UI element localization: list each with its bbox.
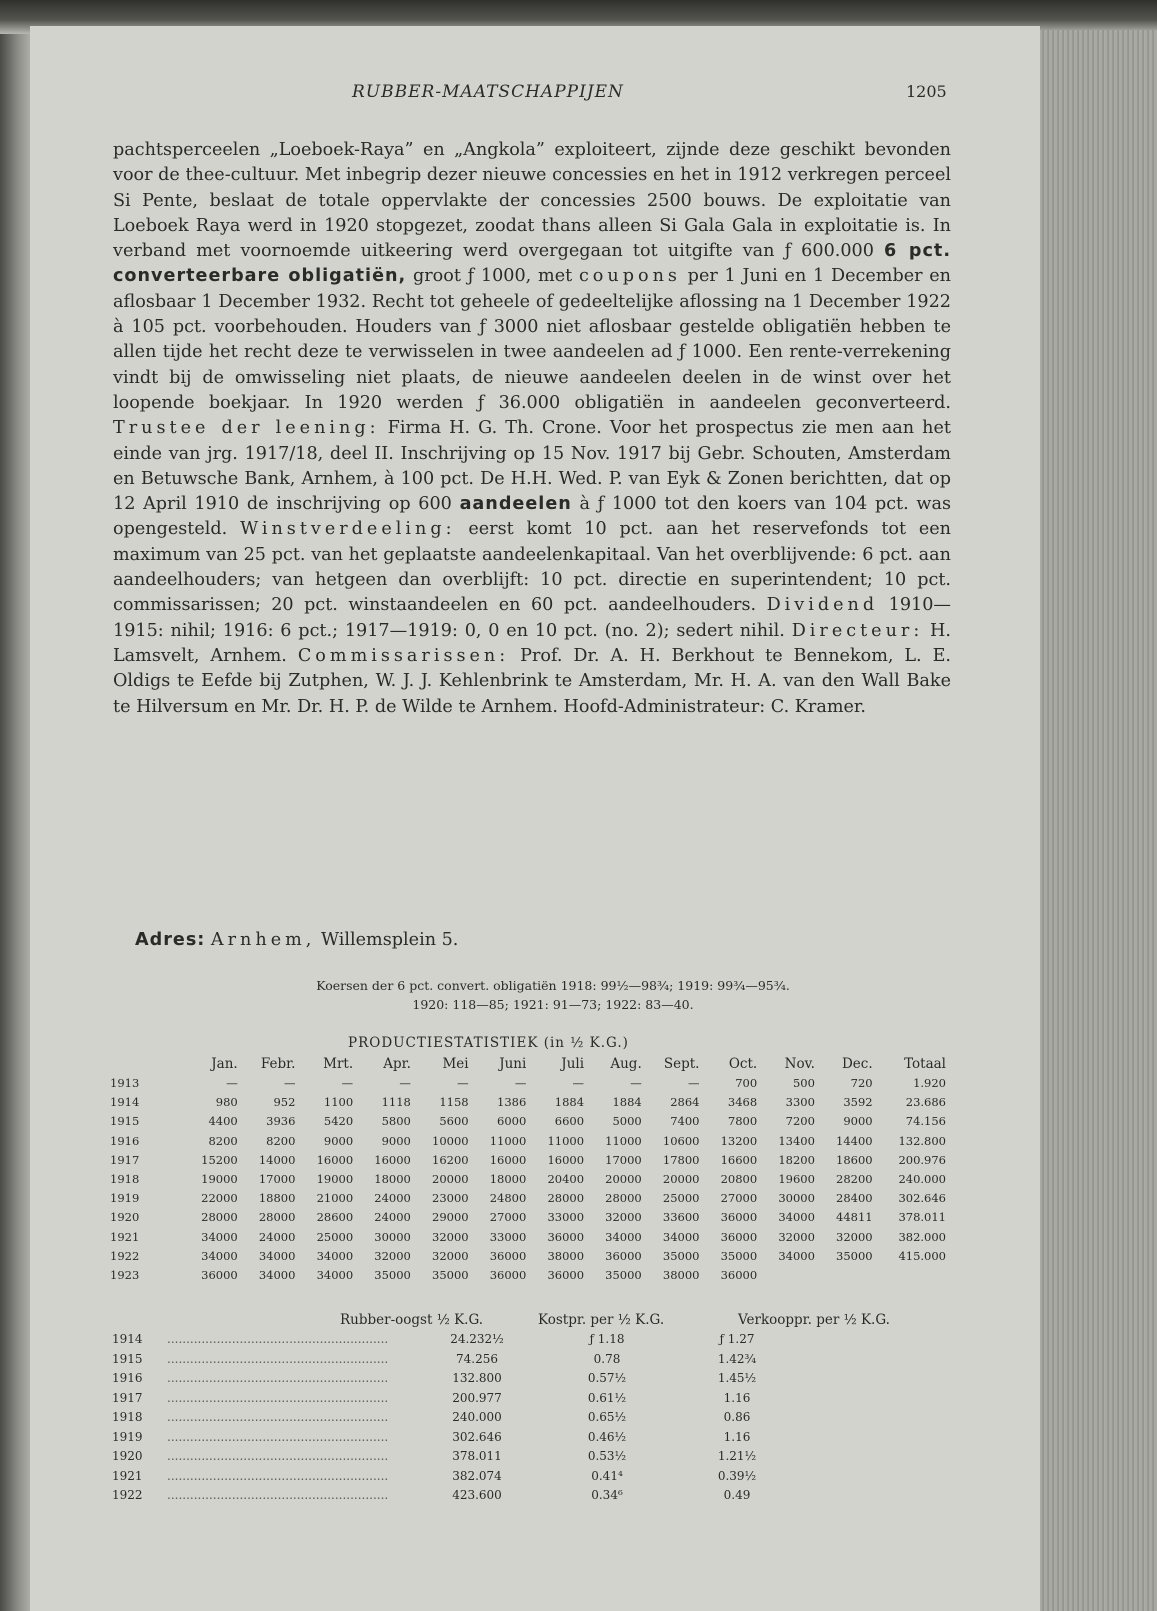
rubber-verkoopprijs-cell: 1.45½ (717, 1371, 757, 1386)
row-year: 1918 (112, 1410, 143, 1425)
production-cell: 24000 (374, 1191, 411, 1206)
production-cell: 1.920 (913, 1076, 946, 1091)
production-cell: 33600 (662, 1210, 700, 1225)
production-cell: 240.000 (898, 1172, 946, 1187)
dot-leader: .......................................................... (167, 1371, 389, 1386)
production-cell: 38000 (662, 1267, 700, 1282)
production-cell: 11000 (547, 1133, 585, 1148)
column-header: Sept. (663, 1056, 700, 1072)
production-cell: — (687, 1076, 700, 1091)
production-cell: 3592 (843, 1095, 873, 1110)
spacer-cell (802, 1428, 952, 1448)
page-number: 1205 (906, 82, 947, 101)
body-text-segment: Prof. Dr. A. H. Berkhout te Bennekom, L. E. Oldigs te Eefde bij Zutphen, W. J. J. Kehlenbrink te Amsterdam, Mr. H. A. van den Wall Bake te Hilversum en Mr. Dr. H. P. de Wilde te Arnhem. Hoofd-Administrateur: C. Kramer. (113, 645, 952, 717)
body-text-segment: H. Lamsvelt, Arnhem. (113, 620, 951, 666)
production-cell: 2864 (670, 1095, 700, 1110)
row-year: 1917 (110, 1152, 140, 1167)
production-cell: 378.011 (898, 1210, 946, 1225)
spaced-term-directeur: Directeur: (791, 620, 924, 641)
production-cell: 18600 (836, 1152, 873, 1167)
rubber-kostprijs-cell: ƒ 1.18 (589, 1332, 625, 1347)
production-cell: 28000 (201, 1210, 238, 1225)
production-cell: 11000 (489, 1133, 527, 1148)
row-year: 1919 (110, 1191, 140, 1206)
rubber-verkoopprijs-cell: 0.86 (723, 1410, 751, 1425)
rubber-table (112, 1330, 952, 1506)
body-paragraph (113, 138, 951, 720)
production-cell: 74.156 (905, 1114, 946, 1129)
production-cell: 500 (792, 1076, 815, 1091)
production-table-title: PRODUCTIESTATISTIEK (in ½ K.G.) (348, 1035, 629, 1051)
dot-leader: .......................................................... (167, 1410, 389, 1425)
spacer-cell (802, 1486, 952, 1506)
production-cell: 952 (273, 1095, 296, 1110)
column-header: Febr. (260, 1056, 296, 1072)
production-row (108, 1247, 948, 1266)
rubber-row (112, 1428, 952, 1448)
rubber-oogst-cell: 200.977 (452, 1390, 502, 1405)
rubber-oogst-cell: 302.646 (452, 1429, 502, 1444)
production-cell: 13400 (778, 1133, 815, 1148)
rubber-row (112, 1389, 952, 1409)
production-cell: 35000 (605, 1267, 642, 1282)
production-cell: — (226, 1076, 238, 1091)
production-cell: 34000 (778, 1248, 815, 1263)
production-cell: 9000 (381, 1133, 411, 1148)
production-cell: 35000 (720, 1248, 758, 1263)
production-cell: 9000 (843, 1114, 873, 1129)
production-cell: 23000 (432, 1191, 469, 1206)
production-cell: 36000 (720, 1267, 758, 1282)
year-column-header (108, 1056, 182, 1074)
bold-term-obligaties: 6 pct. converteerbare obligatiën, (113, 241, 952, 287)
rubber-kostprijs-cell: 0.41⁴ (591, 1468, 623, 1483)
rubber-row (112, 1447, 952, 1467)
production-table-body (108, 1074, 948, 1285)
production-cell: 18000 (374, 1172, 411, 1187)
production-cell: 10600 (662, 1133, 700, 1148)
production-cell: 18200 (778, 1152, 815, 1167)
row-year: 1922 (110, 1248, 140, 1263)
production-row (108, 1093, 948, 1112)
production-row (108, 1266, 948, 1285)
production-cell: 200.976 (898, 1152, 946, 1167)
production-cell: 35000 (374, 1267, 411, 1282)
rubber-oogst-cell: 240.000 (452, 1410, 502, 1425)
row-year: 1919 (112, 1429, 143, 1444)
bold-term-aandeelen: aandeelen (459, 494, 572, 515)
production-cell: — (457, 1076, 469, 1091)
production-cell: 16000 (489, 1152, 527, 1167)
production-cell: 1100 (323, 1095, 354, 1110)
spacer-cell (802, 1369, 952, 1389)
rubber-header-kostprijs: Kostpr. per ½ K.G. (538, 1312, 665, 1328)
row-year: 1918 (110, 1172, 140, 1187)
body-text-segment: per 1 Juni en 1 December en aflosbaar 1 December 1932. Recht tot geheele of gedeeltelijke aflossing na 1 December 1922 à 105 pct. voorbehouden. Houders van ƒ 3000 niet aflosbaar gestelde obligatiën hebben te allen tijde het recht deze te verwisselen in twee aandeelen ad ƒ 1000. Een rente-verrekening vindt bij de omwisseling niet plaats, de nieuwe aandeelen deelen in de winst over het loopende boekjaar. In 1920 werden ƒ 36.000 obligatiën in aandeelen geconverteerd. (113, 266, 952, 413)
production-row (108, 1170, 948, 1189)
production-cell: 8200 (208, 1133, 238, 1148)
production-cell: 302.646 (898, 1191, 946, 1206)
production-cell: 33000 (547, 1210, 585, 1225)
production-cell: 7200 (785, 1114, 815, 1129)
dot-leader: .......................................................... (167, 1449, 389, 1464)
production-cell: 34000 (258, 1267, 296, 1282)
production-cell: 4400 (208, 1114, 238, 1129)
row-year: 1916 (110, 1133, 140, 1148)
spacer-cell (802, 1408, 952, 1428)
production-cell: 28400 (836, 1191, 873, 1206)
production-cell: 28000 (605, 1191, 642, 1206)
production-cell: 28200 (836, 1172, 873, 1187)
production-cell: 1884 (554, 1095, 585, 1110)
production-cell: 6600 (554, 1114, 585, 1129)
production-cell: 32000 (432, 1229, 469, 1244)
row-year: 1920 (110, 1210, 140, 1225)
production-cell: 36000 (547, 1229, 585, 1244)
address-city: Arnhem, (210, 930, 316, 950)
production-cell: 32000 (605, 1210, 642, 1225)
koersen-line: 1920: 118—85; 1921: 91—73; 1922: 83—40. (412, 997, 694, 1012)
address-street: Willemsplein 5. (315, 930, 459, 950)
production-header-row (108, 1056, 948, 1074)
rubber-row (112, 1369, 952, 1389)
production-cell: 17000 (258, 1172, 296, 1187)
spacer-cell (802, 1330, 952, 1350)
production-cell: 34000 (258, 1248, 296, 1263)
production-cell: 23.686 (905, 1095, 946, 1110)
production-cell: 18800 (258, 1191, 296, 1206)
production-table (108, 1056, 948, 1285)
rubber-row (112, 1467, 952, 1487)
production-cell: 11000 (605, 1133, 642, 1148)
production-cell: 20000 (432, 1172, 469, 1187)
production-cell (759, 1266, 817, 1285)
production-cell: 16600 (720, 1152, 758, 1167)
production-cell: 14400 (836, 1133, 873, 1148)
production-cell: 34000 (778, 1210, 815, 1225)
production-row (108, 1112, 948, 1131)
row-year: 1922 (112, 1488, 143, 1503)
production-cell: 35000 (662, 1248, 700, 1263)
body-text-segment: à ƒ 1000 tot den koers van 104 pct. was opengesteld. (113, 494, 951, 540)
spacer-cell (802, 1389, 952, 1409)
body-text-segment: 1910—1915: nihil; 1916: 6 pct.; 1917—1919: 0, 0 en 10 pct. (no. 2); sedert nihil. (113, 595, 951, 641)
rubber-verkoopprijs-cell: 1.21½ (717, 1449, 757, 1464)
rubber-verkoopprijs-cell: 1.16 (723, 1390, 751, 1405)
row-year: 1917 (112, 1390, 143, 1405)
koersen-line: Koersen der 6 pct. convert. obligatiën 1918: 99½—98¾; 1919: 99¾—95¾. (316, 978, 790, 993)
production-cell: 9000 (323, 1133, 354, 1148)
address-line (135, 930, 458, 950)
production-cell: 19000 (201, 1172, 238, 1187)
production-cell: 415.000 (898, 1248, 946, 1263)
production-cell: — (341, 1076, 354, 1091)
row-year: 1916 (112, 1371, 143, 1386)
production-cell: 38000 (547, 1248, 585, 1263)
production-cell: 20400 (547, 1172, 585, 1187)
production-cell: 36000 (489, 1267, 527, 1282)
rubber-verkoopprijs-cell: ƒ 1.27 (719, 1332, 755, 1347)
production-cell: 17000 (605, 1152, 642, 1167)
rubber-kostprijs-cell: 0.61½ (587, 1390, 627, 1405)
production-cell: 7400 (670, 1114, 700, 1129)
production-cell: 28600 (316, 1210, 354, 1225)
production-cell: 34000 (316, 1248, 354, 1263)
production-cell: 382.000 (898, 1229, 946, 1244)
production-cell: 19600 (778, 1172, 815, 1187)
production-cell: 24800 (489, 1191, 527, 1206)
dot-leader: .......................................................... (167, 1468, 389, 1483)
production-cell: 8200 (266, 1133, 296, 1148)
rubber-kostprijs-cell: 0.53½ (587, 1449, 627, 1464)
spaced-term-dividend: Dividend (766, 595, 879, 616)
column-header: Apr. (383, 1056, 411, 1072)
production-cell: 14000 (258, 1152, 296, 1167)
production-cell: 36000 (720, 1229, 758, 1244)
rubber-header-oogst: Rubber-oogst ½ K.G. (340, 1312, 484, 1328)
rubber-oogst-cell: 423.600 (452, 1488, 502, 1503)
column-header: Oct. (728, 1056, 758, 1072)
production-cell: 34000 (201, 1229, 238, 1244)
spaced-term-trustee: Trustee der leening: (113, 418, 380, 439)
production-cell: 13200 (720, 1133, 758, 1148)
column-header: Juli (561, 1056, 585, 1072)
row-year: 1914 (112, 1332, 143, 1347)
rubber-kostprijs-cell: 0.57½ (587, 1371, 627, 1386)
production-cell: 32000 (374, 1248, 411, 1263)
production-cell: 21000 (316, 1191, 354, 1206)
production-cell: 16200 (432, 1152, 469, 1167)
production-cell: 5420 (323, 1114, 354, 1129)
production-cell: 1158 (439, 1095, 469, 1110)
production-cell: 1118 (381, 1095, 411, 1110)
production-cell: 36000 (201, 1267, 238, 1282)
production-cell: 5000 (612, 1114, 642, 1129)
production-cell: 5800 (381, 1114, 411, 1129)
spacer-cell (802, 1350, 952, 1370)
production-cell: 34000 (201, 1248, 238, 1263)
production-cell: 36000 (720, 1210, 758, 1225)
production-cell: 5600 (439, 1114, 469, 1129)
production-cell: 16000 (547, 1152, 585, 1167)
production-cell: — (283, 1076, 296, 1091)
column-header: Aug. (610, 1056, 642, 1072)
production-cell: 1884 (612, 1095, 642, 1110)
dot-leader: .......................................................... (167, 1429, 389, 1444)
spaced-term-coupons: coupons (578, 266, 681, 287)
production-cell: 24000 (374, 1210, 411, 1225)
column-header: Nov. (784, 1056, 815, 1072)
production-cell: — (399, 1076, 411, 1091)
production-cell: 3936 (266, 1114, 296, 1129)
rubber-oogst-cell: 132.800 (452, 1371, 502, 1386)
row-year: 1913 (110, 1076, 140, 1091)
column-header: Jan. (211, 1056, 238, 1072)
rubber-kostprijs-cell: 0.78 (593, 1351, 621, 1366)
production-cell: 6000 (497, 1114, 527, 1129)
koersen-note (203, 976, 903, 1014)
rubber-kostprijs-cell: 0.65½ (587, 1410, 627, 1425)
production-row (108, 1189, 948, 1208)
row-year: 1921 (112, 1468, 143, 1483)
rubber-row (112, 1486, 952, 1506)
row-year: 1921 (110, 1229, 140, 1244)
row-year: 1915 (110, 1114, 140, 1129)
production-cell (875, 1266, 948, 1285)
row-year: 1923 (110, 1267, 140, 1282)
production-cell: 27000 (720, 1191, 758, 1206)
production-cell: — (514, 1076, 527, 1091)
production-cell: 36000 (489, 1248, 527, 1263)
spacer-cell (802, 1447, 952, 1467)
production-cell: 22000 (201, 1191, 238, 1206)
rubber-verkoopprijs-cell: 1.42¾ (717, 1351, 757, 1366)
rubber-row (112, 1350, 952, 1370)
column-header: Juni (499, 1056, 527, 1072)
production-cell: 30000 (778, 1191, 815, 1206)
running-title: RUBBER-MAATSCHAPPIJEN (352, 82, 624, 102)
production-row (108, 1074, 948, 1093)
production-cell: 44811 (836, 1210, 873, 1225)
production-cell: 132.800 (898, 1133, 946, 1148)
production-cell: 16000 (374, 1152, 411, 1167)
dot-leader: .......................................................... (167, 1351, 389, 1366)
column-header: Mei (442, 1056, 469, 1072)
production-row (108, 1151, 948, 1170)
production-cell: 27000 (489, 1210, 527, 1225)
rubber-oogst-cell: 378.011 (452, 1449, 502, 1464)
rubber-verkoopprijs-cell: 0.49 (723, 1488, 751, 1503)
production-cell: 29000 (432, 1210, 469, 1225)
production-cell: — (630, 1076, 642, 1091)
production-cell: 32000 (836, 1229, 873, 1244)
rubber-oogst-cell: 24.232½ (450, 1332, 504, 1347)
production-row (108, 1208, 948, 1227)
dot-leader: .......................................................... (167, 1332, 389, 1347)
row-year: 1920 (112, 1449, 143, 1464)
production-cell: 16000 (316, 1152, 354, 1167)
rubber-row (112, 1330, 952, 1350)
production-cell: 35000 (432, 1267, 469, 1282)
production-cell: 33000 (489, 1229, 527, 1244)
dot-leader: .......................................................... (167, 1488, 389, 1503)
dot-leader: .......................................................... (167, 1390, 389, 1405)
production-cell: 34000 (316, 1267, 354, 1282)
body-text-segment: Firma H. G. Th. Crone. Voor het prospectus zie men aan het einde van jrg. 1917/18, deel II. Inschrijving op 15 Nov. 1917 bij Gebr. Schouten, Amsterdam en Betuwsche Bank, Arnhem, à 100 pct. De H.H. Wed. P. van Eyk & Zonen berichtten, dat op 12 April 1910 de inschrijving op 600 (113, 418, 951, 515)
rubber-verkoopprijs-cell: 0.39½ (717, 1468, 757, 1483)
production-cell: 34000 (605, 1229, 642, 1244)
production-cell: 700 (735, 1076, 758, 1091)
production-cell: 35000 (836, 1248, 873, 1263)
production-cell: 32000 (432, 1248, 469, 1263)
production-cell: 36000 (605, 1248, 642, 1263)
book-page-edges (1040, 30, 1157, 1611)
production-cell: 10000 (432, 1133, 469, 1148)
rubber-row (112, 1408, 952, 1428)
production-cell: 720 (850, 1076, 873, 1091)
production-cell: 24000 (258, 1229, 296, 1244)
body-text-segment: eerst komt 10 pct. aan het reservefonds tot een maximum van 25 pct. van het geplaatste aandeelenkapitaal. Van het overblijvende: 6 pct. aan aandeelhouders; van hetgeen dan overblijft: 10 pct. directie en superintendent; 10 pct. commissarissen; 20 pct. winstaandeelen en 60 pct. aandeelhouders. (113, 519, 952, 616)
production-cell: 15200 (201, 1152, 238, 1167)
production-cell: 18000 (489, 1172, 527, 1187)
production-cell: 3468 (727, 1095, 758, 1110)
production-row (108, 1132, 948, 1151)
spacer-cell (802, 1467, 952, 1487)
production-cell: 3300 (785, 1095, 815, 1110)
address-label: Adres: (135, 930, 206, 950)
production-cell: 7800 (727, 1114, 758, 1129)
body-text-segment: groot ƒ 1000, met (406, 266, 579, 287)
production-row (108, 1228, 948, 1247)
production-cell: 28000 (258, 1210, 296, 1225)
production-cell: 25000 (662, 1191, 700, 1206)
production-cell: 28000 (547, 1191, 585, 1206)
rubber-kostprijs-cell: 0.34⁶ (591, 1488, 623, 1503)
column-header: Mrt. (323, 1056, 354, 1072)
production-cell: 30000 (374, 1229, 411, 1244)
spaced-term-winstverdeeling: Winstverdeeling: (240, 519, 456, 540)
body-text-segment: pachtsperceelen „Loeboek-Raya” en „Angkola” exploiteert, zijnde deze geschikt bevonden voor de thee-cultuur. Met inbegrip dezer nieuwe concessies en het in 1912 verkregen perceel Si Pente, beslaat de totale oppervlakte der concessies 2500 bouws. De exploitatie van Loeboek Raya werd in 1920 stopgezet, zoodat thans alleen Si Gala Gala in exploitatie is. In verband met voornoemde uitkeering werd overgegaan tot uitgifte van ƒ 600.000 (113, 140, 951, 262)
production-cell: 32000 (778, 1229, 815, 1244)
production-cell: 25000 (316, 1229, 354, 1244)
production-cell: 20000 (662, 1172, 700, 1187)
production-cell (817, 1266, 875, 1285)
rubber-header-verkoopprijs: Verkooppr. per ½ K.G. (738, 1312, 890, 1328)
rubber-kostprijs-cell: 0.46½ (587, 1429, 627, 1444)
spaced-term-commissarissen: Commissarissen: (297, 645, 510, 666)
production-cell: — (572, 1076, 585, 1091)
column-header: Dec. (841, 1056, 873, 1072)
production-cell: 17800 (662, 1152, 700, 1167)
column-header: Totaal (904, 1056, 946, 1072)
production-cell: 20000 (605, 1172, 642, 1187)
row-year: 1915 (112, 1351, 143, 1366)
row-year: 1914 (110, 1095, 140, 1110)
production-cell: 1386 (497, 1095, 527, 1110)
production-cell: 36000 (547, 1267, 585, 1282)
rubber-oogst-cell: 382.074 (452, 1468, 502, 1483)
production-cell: 980 (215, 1095, 238, 1110)
rubber-oogst-cell: 74.256 (456, 1351, 498, 1366)
production-cell: 20800 (720, 1172, 758, 1187)
production-cell: 19000 (316, 1172, 354, 1187)
rubber-verkoopprijs-cell: 1.16 (723, 1429, 751, 1444)
rubber-table-body (112, 1330, 952, 1506)
production-cell: 34000 (662, 1229, 700, 1244)
